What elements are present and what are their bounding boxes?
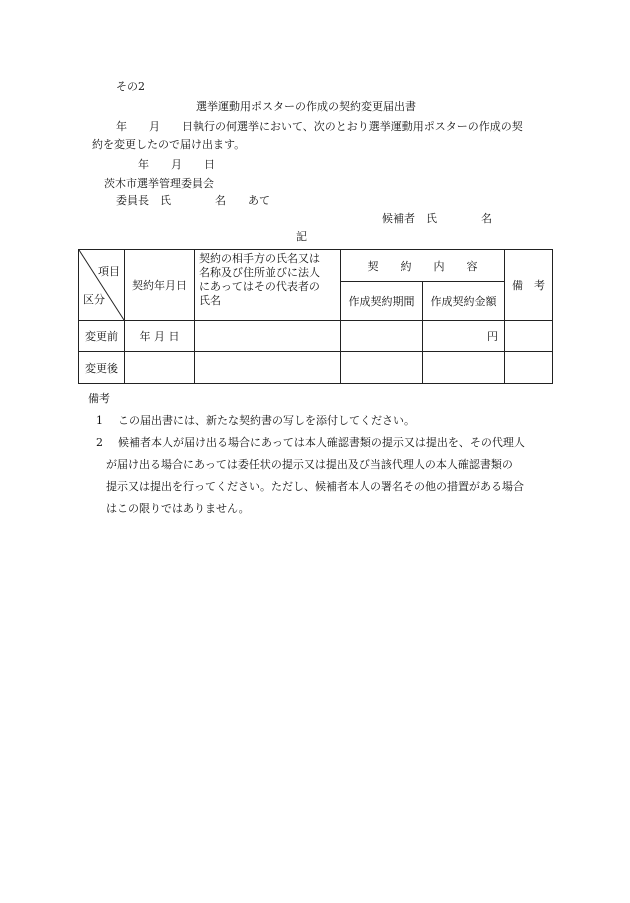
before-change-period: [341, 321, 423, 352]
table-row: [79, 321, 553, 352]
document-title: 選挙運動用ポスターの作成の契約変更届出書: [196, 100, 416, 113]
note-number: 1: [96, 414, 103, 427]
after-change-amount: [423, 352, 505, 384]
table-row: [79, 352, 553, 384]
after-change-period: [341, 352, 423, 384]
ki-heading: 記: [296, 230, 307, 243]
date-line: 年 月 日: [138, 158, 215, 171]
candidate-name-line: 候補者 氏 名: [382, 212, 492, 225]
note-item: [78, 410, 558, 432]
form-number: その2: [116, 80, 145, 93]
remarks-header: 備 考: [505, 250, 553, 321]
note-line: はこの限りではありません。: [106, 502, 250, 515]
contract-party-header: 契約の相手方の氏名又は 名称及び住所並びに法人 にあってはその代表者の 氏名: [195, 250, 341, 321]
body-line-1: 年 月 日執行の何選挙において、次のとおり選挙運動用ポスターの作成の契: [116, 120, 523, 133]
note-number: 2: [96, 436, 103, 449]
before-change-amount: 円: [423, 321, 505, 352]
before-change-remarks: [505, 321, 553, 352]
contract-amount-header: 作成契約金額: [423, 282, 505, 321]
recipient-name: 委員長 氏 名 あて: [116, 194, 270, 207]
before-change-party: [195, 321, 341, 352]
recipient-organization: 茨木市選挙管理委員会: [104, 177, 214, 190]
after-change-remarks: [505, 352, 553, 384]
notes-heading: 備考: [88, 392, 110, 405]
diagonal-line: [79, 250, 124, 320]
note-line: この届出書には、新たな契約書の写しを添付してください。: [118, 414, 415, 427]
contract-change-table: [78, 249, 553, 384]
note-item: [78, 432, 558, 520]
contract-period-header: 作成契約期間: [341, 282, 423, 321]
note-line: 提示又は提出を行ってください。ただし、候補者本人の署名その他の措置がある場合: [106, 480, 524, 493]
header-diagonal-cell: [79, 250, 125, 321]
note-line: 候補者本人が届け出る場合にあっては本人確認書類の提示又は提出を、その代理人: [118, 436, 525, 449]
after-change-date: [125, 352, 195, 384]
contract-content-header: 契 約 内 容: [341, 250, 505, 282]
after-change-label: 変更後: [79, 352, 125, 384]
notes-section: [78, 388, 558, 520]
before-change-label: 変更前: [79, 321, 125, 352]
category-label: 区分: [83, 293, 105, 306]
before-change-date: 年 月 日: [125, 321, 195, 352]
after-change-party: [195, 352, 341, 384]
item-label: 項目: [98, 265, 120, 278]
contract-date-header: 契約年月日: [125, 250, 195, 321]
note-line: が届け出る場合にあっては委任状の提示又は提出及び当該代理人の本人確認書類の: [106, 458, 513, 471]
body-line-2: 約を変更したので届け出ます。: [92, 138, 246, 151]
